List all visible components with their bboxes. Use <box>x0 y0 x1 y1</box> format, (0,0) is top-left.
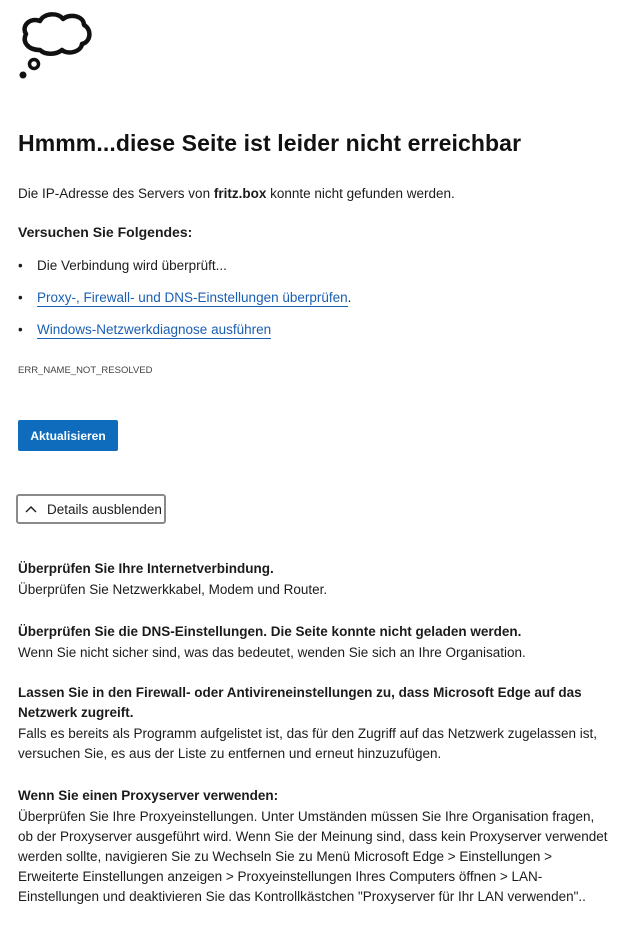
error-description <box>18 185 455 203</box>
thought-cloud-icon <box>18 12 94 82</box>
details-section-proxy <box>18 786 613 907</box>
network-diagnostics-link[interactable]: Windows-Netzwerkdiagnose ausführen <box>37 322 272 337</box>
host-name: fritz.box <box>213 186 267 201</box>
toggle-details-button[interactable] <box>16 494 166 524</box>
intro-before: Die IP-Adresse des Servers von <box>18 186 214 201</box>
proxy-suffix: . <box>347 290 352 305</box>
details-section-internet <box>18 559 613 600</box>
section-title: Wenn Sie einen Proxyserver verwenden: <box>18 788 279 803</box>
toggle-details-label: Details ausblenden <box>47 501 162 517</box>
section-title: Überprüfen Sie die DNS-Einstellungen. Die Seite konnte nicht geladen werden. <box>18 624 522 639</box>
page-title: Hmmm...diese Seite ist leider nicht erreichbar <box>18 130 522 156</box>
section-title: Lassen Sie in den Firewall- oder Antivireneinstellungen zu, dass Microsoft Edge auf das Netzwerk zugreift. <box>18 685 582 720</box>
bullet-icon: • <box>18 290 23 305</box>
details-section-dns <box>18 622 613 663</box>
intro-after: konnte nicht gefunden werden. <box>266 186 455 201</box>
details-section-firewall <box>18 683 613 764</box>
refresh-button[interactable]: Aktualisieren <box>18 420 118 451</box>
chevron-up-icon <box>24 502 38 516</box>
bullet-icon: • <box>18 322 23 337</box>
bullet-icon: • <box>18 258 23 273</box>
proxy-settings-link[interactable]: Proxy-, Firewall- und DNS-Einstellungen überprüfen <box>37 290 348 305</box>
error-code: ERR_NAME_NOT_RESOLVED <box>18 365 153 376</box>
suggestions-heading: Versuchen Sie Folgendes: <box>18 224 193 240</box>
list-item <box>18 257 227 275</box>
list-item <box>18 321 271 339</box>
section-title: Überprüfen Sie Ihre Internetverbindung. <box>18 561 274 576</box>
section-body: Falls es bereits als Programm aufgelistet ist, das für den Zugriff auf das Netzwerk zugelassen ist, versuchen Sie, es aus der Liste zu entfernen und erneut hinzuzufügen. <box>18 726 598 761</box>
list-item <box>18 289 351 307</box>
section-body: Überprüfen Sie Ihre Proxyeinstellungen. Unter Umständen müssen Sie Ihre Organisation fragen, ob der Proxyserver ausgeführt wird. Wenn Sie der Meinung sind, dass kein Proxyserver verwendet werden sollte, navigieren Sie zu Wechseln Sie zu Menü Microsoft Edge > Einstellungen > Erweiterte Einstellungen anzeigen > Proxyeinstellungen Ihres Computers öffnen > LAN-Einstellungen und deaktivieren Sie das Kontrollkästchen "Proxyserver für Ihr LAN verwenden".. <box>18 809 608 904</box>
section-body: Überprüfen Sie Netzwerkkabel, Modem und Router. <box>18 582 328 597</box>
section-body: Wenn Sie nicht sicher sind, was das bedeutet, wenden Sie sich an Ihre Organisation. <box>18 645 526 660</box>
checking-connection-text: Die Verbindung wird überprüft... <box>37 258 227 273</box>
